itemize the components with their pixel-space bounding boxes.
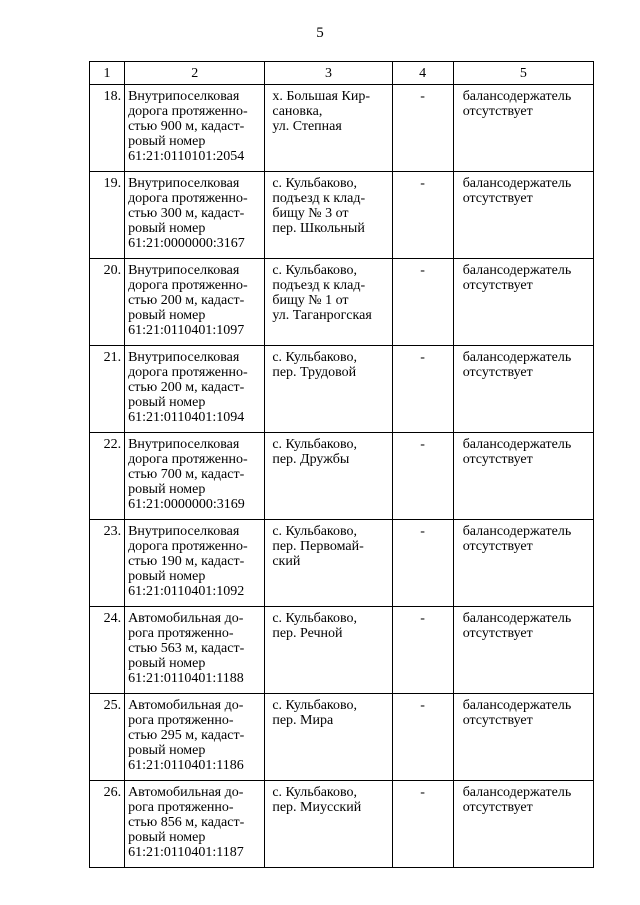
balance-holder: балансодержатель отсутствует — [453, 433, 593, 520]
balance-holder: балансодержатель отсутствует — [453, 607, 593, 694]
object-name: Автомобильная до- рога протяженно- стью 563 м, кадаст- ровый номер 61:21:0110401:1188 — [125, 607, 265, 694]
balance-holder: балансодержатель отсутствует — [453, 346, 593, 433]
column-4-value: - — [392, 172, 453, 259]
object-location: с. Кульбаково, пер. Мира — [265, 694, 392, 781]
object-location: с. Кульбаково, пер. Первомай- ский — [265, 520, 392, 607]
column-4-value: - — [392, 259, 453, 346]
column-number-4: 4 — [392, 62, 453, 85]
table-row — [90, 520, 594, 607]
object-name: Внутрипоселковая дорога протяженно- стью 200 м, кадаст- ровый номер 61:21:0110401:1097 — [125, 259, 265, 346]
column-number-1: 1 — [90, 62, 125, 85]
table-row — [90, 694, 594, 781]
row-number: 22. — [90, 433, 125, 520]
row-number: 24. — [90, 607, 125, 694]
object-location: х. Большая Кир- сановка, ул. Степная — [265, 85, 392, 172]
row-number: 18. — [90, 85, 125, 172]
table-row — [90, 172, 594, 259]
column-4-value: - — [392, 694, 453, 781]
column-4-value: - — [392, 346, 453, 433]
table-body — [90, 62, 594, 868]
object-name: Внутрипоселковая дорога протяженно- стью 300 м, кадаст- ровый номер 61:21:0000000:3167 — [125, 172, 265, 259]
object-location: с. Кульбаково, подъезд к клад- бищу № 1 от ул. Таганрогская — [265, 259, 392, 346]
row-number: 26. — [90, 781, 125, 868]
balance-holder: балансодержатель отсутствует — [453, 520, 593, 607]
row-number: 23. — [90, 520, 125, 607]
object-name: Внутрипоселковая дорога протяженно- стью 900 м, кадаст- ровый номер 61:21:0110101:2054 — [125, 85, 265, 172]
page-number: 5 — [316, 25, 324, 41]
balance-holder: балансодержатель отсутствует — [453, 694, 593, 781]
table-row — [90, 346, 594, 433]
column-4-value: - — [392, 520, 453, 607]
column-4-value: - — [392, 607, 453, 694]
column-4-value: - — [392, 433, 453, 520]
column-number-3: 3 — [265, 62, 392, 85]
object-name: Внутрипоселковая дорога протяженно- стью 190 м, кадаст- ровый номер 61:21:0110401:1092 — [125, 520, 265, 607]
column-number-5: 5 — [453, 62, 593, 85]
object-name: Внутрипоселковая дорога протяженно- стью 200 м, кадаст- ровый номер 61:21:0110401:1094 — [125, 346, 265, 433]
object-name: Автомобильная до- рога протяженно- стью 856 м, кадаст- ровый номер 61:21:0110401:1187 — [125, 781, 265, 868]
column-number-2: 2 — [125, 62, 265, 85]
object-name: Автомобильная до- рога протяженно- стью 295 м, кадаст- ровый номер 61:21:0110401:1186 — [125, 694, 265, 781]
object-location: с. Кульбаково, подъезд к клад- бищу № 3 от пер. Школьный — [265, 172, 392, 259]
column-4-value: - — [392, 85, 453, 172]
row-number: 21. — [90, 346, 125, 433]
row-number: 25. — [90, 694, 125, 781]
property-table — [89, 61, 594, 868]
object-location: с. Кульбаково, пер. Речной — [265, 607, 392, 694]
object-location: с. Кульбаково, пер. Трудовой — [265, 346, 392, 433]
balance-holder: балансодержатель отсутствует — [453, 85, 593, 172]
table-header-row — [90, 62, 594, 85]
row-number: 20. — [90, 259, 125, 346]
table-row — [90, 433, 594, 520]
column-4-value: - — [392, 781, 453, 868]
object-location: с. Кульбаково, пер. Дружбы — [265, 433, 392, 520]
balance-holder: балансодержатель отсутствует — [453, 259, 593, 346]
balance-holder: балансодержатель отсутствует — [453, 781, 593, 868]
table-row — [90, 607, 594, 694]
row-number: 19. — [90, 172, 125, 259]
table-row — [90, 85, 594, 172]
table-row — [90, 259, 594, 346]
object-name: Внутрипоселковая дорога протяженно- стью 700 м, кадаст- ровый номер 61:21:0000000:3169 — [125, 433, 265, 520]
balance-holder: балансодержатель отсутствует — [453, 172, 593, 259]
table-row — [90, 781, 594, 868]
object-location: с. Кульбаково, пер. Миусский — [265, 781, 392, 868]
